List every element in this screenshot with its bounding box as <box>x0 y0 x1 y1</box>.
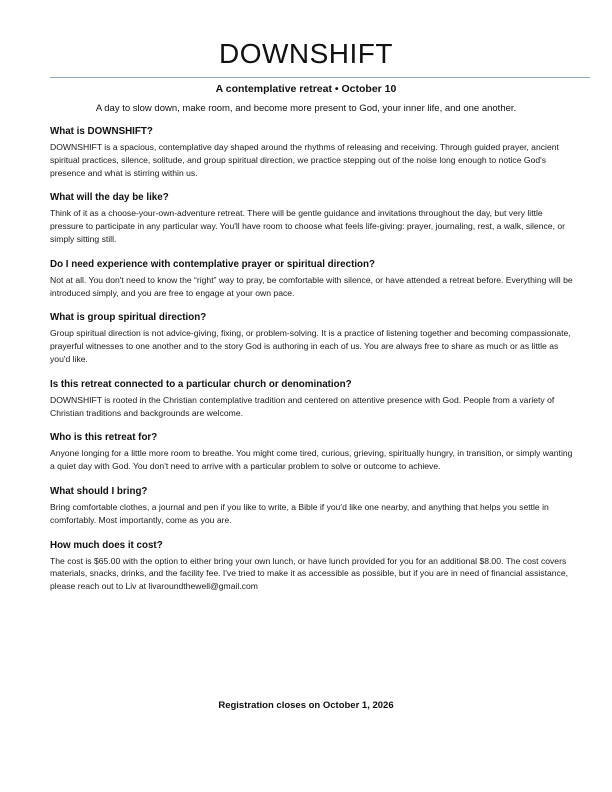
faq-heading: Who is this retreat for? <box>50 432 158 444</box>
faq-body: Bring comfortable clothes, a journal and pen if you like to write, a Bible if you'd like one nearby, and anything that helps you settle in comfortably. Most importantly, come as you are. <box>50 501 549 525</box>
faq-section <box>50 485 575 527</box>
faq-body: The cost is $65.00 with the option to either bring your own lunch, or have lunch provided for you for an additional $8.00. The cost covers materials, snacks, drinks, and the facility fee. I've tried to make it as accessible as possible, but if you are in need of financial assistance, please reach out to Liv at livaroundthewell@gmail.com <box>50 555 568 592</box>
faq-section <box>50 431 575 473</box>
faq-body: Group spiritual direction is not advice-giving, fixing, or problem-solving. It is a practice of listening together and becoming compassionate, prayerful witnesses to one another and to the story God is authoring in each of us. You are always free to share as much or as little as you'd like. <box>50 328 571 364</box>
faq-section <box>50 191 575 245</box>
faq-body: Not at all. You don't need to know the “right” way to pray, be comfortable with silence, or have attended a retreat before. Everything will be introduced simply, and you are free to engage at your own pace. <box>50 274 573 298</box>
faq-heading: How much does it cost? <box>50 539 163 551</box>
title-divider <box>50 77 590 78</box>
faq-body: DOWNSHIFT is rooted in the Christian contemplative tradition and centered on attentive presence with God. People from a variety of Christian traditions and backgrounds are welcome. <box>50 394 555 418</box>
faq-sections <box>50 125 575 605</box>
faq-body: DOWNSHIFT is a spacious, contemplative day shaped around the rhythms of releasing and receiving. Through guided prayer, ancient spiritual practices, silence, solitude, and group spiritual direction, we practice stepping out of the noise long enough to notice God's presence and what is stirring within us. <box>50 142 559 178</box>
faq-body: Anyone longing for a little more room to breathe. You might come tired, curious, grieving, spiritually hungry, in transition, or simply wanting a quiet day with God. You don't need to arrive with a particular problem to solve or outcome to achieve. <box>50 448 573 472</box>
registration-note: Registration closes on October 1, 2026 <box>218 700 394 711</box>
faq-section <box>50 378 575 420</box>
faq-section <box>50 125 575 179</box>
faq-heading: What is DOWNSHIFT? <box>50 126 153 137</box>
faq-body: Think of it as a choose-your-own-adventure retreat. There will be gentle guidance and invitations throughout the day, but very little pressure to participate in any particular way. You'll have room to choose what feels life-giving: prayer, journaling, rest, a walk, silence, or simply sitting still. <box>50 208 565 244</box>
page-subtitle: A contemplative retreat • October 10 <box>215 83 397 95</box>
faq-heading: Do I need experience with contemplative prayer or spiritual direction? <box>50 258 376 270</box>
faq-heading: Is this retreat connected to a particular church or denomination? <box>50 378 352 390</box>
intro-text: A day to slow down, make room, and become more present to God, your inner life, and one another. <box>95 103 517 114</box>
faq-section <box>50 311 575 365</box>
faq-heading: What should I bring? <box>50 485 148 497</box>
faq-section <box>50 539 575 593</box>
faq-heading: What will the day be like? <box>50 192 169 204</box>
faq-section <box>50 258 575 300</box>
page-title: DOWNSHIFT <box>218 38 394 69</box>
faq-heading: What is group spiritual direction? <box>50 312 207 324</box>
